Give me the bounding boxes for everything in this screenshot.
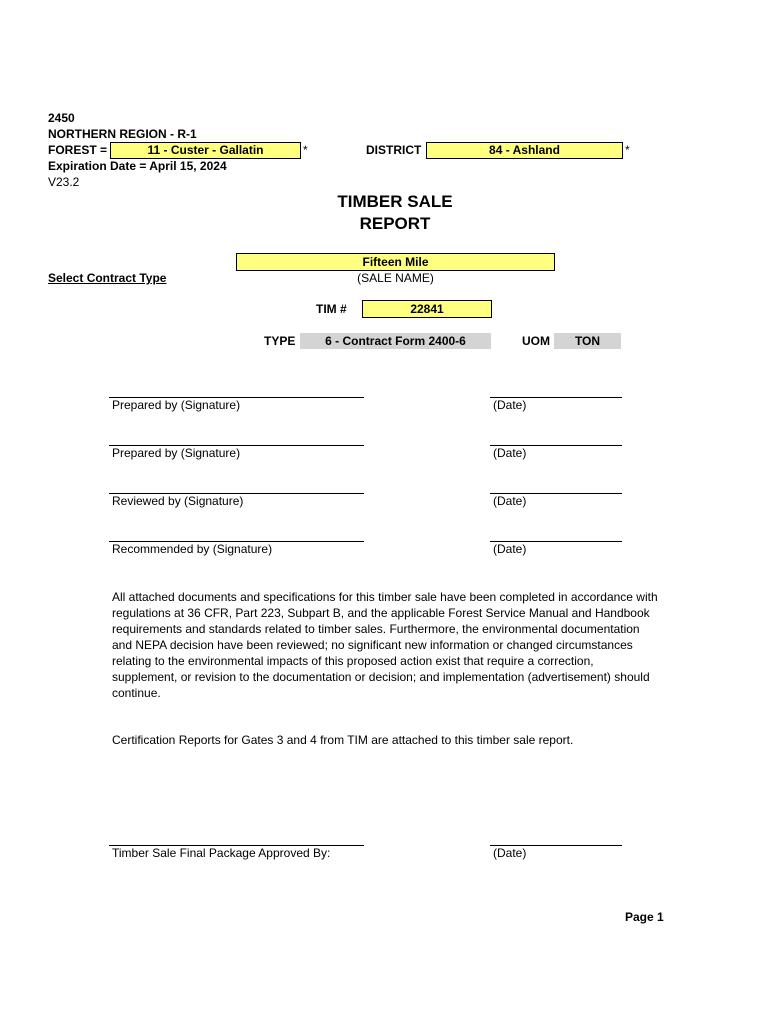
district-required-marker: * bbox=[625, 143, 630, 157]
forest-label: FOREST = bbox=[48, 143, 108, 157]
sale-name-field[interactable]: Fifteen Mile bbox=[236, 253, 555, 271]
signature-label: Reviewed by (Signature) bbox=[112, 494, 244, 508]
paragraph-line: and NEPA decision have been reviewed; no significant new information or changed circumstances bbox=[112, 638, 633, 652]
tim-label: TIM # bbox=[316, 302, 347, 316]
version-label: V23.2 bbox=[48, 175, 80, 189]
forest-required-marker: * bbox=[303, 143, 308, 157]
date-label: (Date) bbox=[493, 542, 527, 556]
date-label: (Date) bbox=[493, 446, 527, 460]
date-label: (Date) bbox=[493, 494, 527, 508]
report-title-line1: TIMBER SALE bbox=[337, 192, 453, 211]
contract-type-select[interactable]: 6 - Contract Form 2400-6 bbox=[300, 333, 491, 349]
date-label: (Date) bbox=[493, 398, 527, 412]
district-field[interactable]: 84 - Ashland bbox=[426, 142, 623, 159]
signature-label: Prepared by (Signature) bbox=[112, 446, 241, 460]
forest-field[interactable]: 11 - Custer - Gallatin bbox=[110, 142, 301, 159]
final-approval-label: Timber Sale Final Package Approved By: bbox=[112, 846, 331, 860]
signature-label: Prepared by (Signature) bbox=[112, 398, 241, 412]
paragraph-line: requirements and standards related to timber sales. Furthermore, the environmental documentation bbox=[112, 622, 640, 636]
form-code: 2450 bbox=[48, 111, 75, 125]
uom-label: UOM bbox=[522, 334, 550, 348]
sale-name-caption: (SALE NAME) bbox=[357, 271, 434, 285]
paragraph-line: regulations at 36 CFR, Part 223, Subpart B, and the applicable Forest Service Manual and Handbook bbox=[112, 606, 650, 620]
paragraph-line: All attached documents and specifications for this timber sale have been completed in accordance with bbox=[112, 590, 658, 604]
select-contract-type-link[interactable]: Select Contract Type bbox=[48, 271, 167, 285]
paragraph-line: continue. bbox=[112, 686, 161, 700]
type-label: TYPE bbox=[264, 334, 296, 348]
final-date-label: (Date) bbox=[493, 846, 527, 860]
paragraph-line: relating to the environmental impacts of this proposed action exist that require a correction, bbox=[112, 654, 594, 668]
uom-select[interactable]: TON bbox=[554, 333, 621, 349]
certification-paragraph bbox=[112, 589, 692, 701]
region-label: NORTHERN REGION - R-1 bbox=[48, 127, 197, 141]
report-title-line2: REPORT bbox=[359, 214, 431, 233]
paragraph-line: supplement, or revision to the documentation or decision; and implementation (advertisement) should bbox=[112, 670, 650, 684]
district-label: DISTRICT bbox=[366, 143, 422, 157]
gate-certification-note: Certification Reports for Gates 3 and 4 from TIM are attached to this timber sale report. bbox=[112, 733, 574, 747]
tim-field[interactable]: 22841 bbox=[362, 300, 492, 318]
page-number: Page 1 bbox=[625, 910, 664, 924]
expiration-date: Expiration Date = April 15, 2024 bbox=[48, 159, 227, 173]
signature-label: Recommended by (Signature) bbox=[112, 542, 273, 556]
